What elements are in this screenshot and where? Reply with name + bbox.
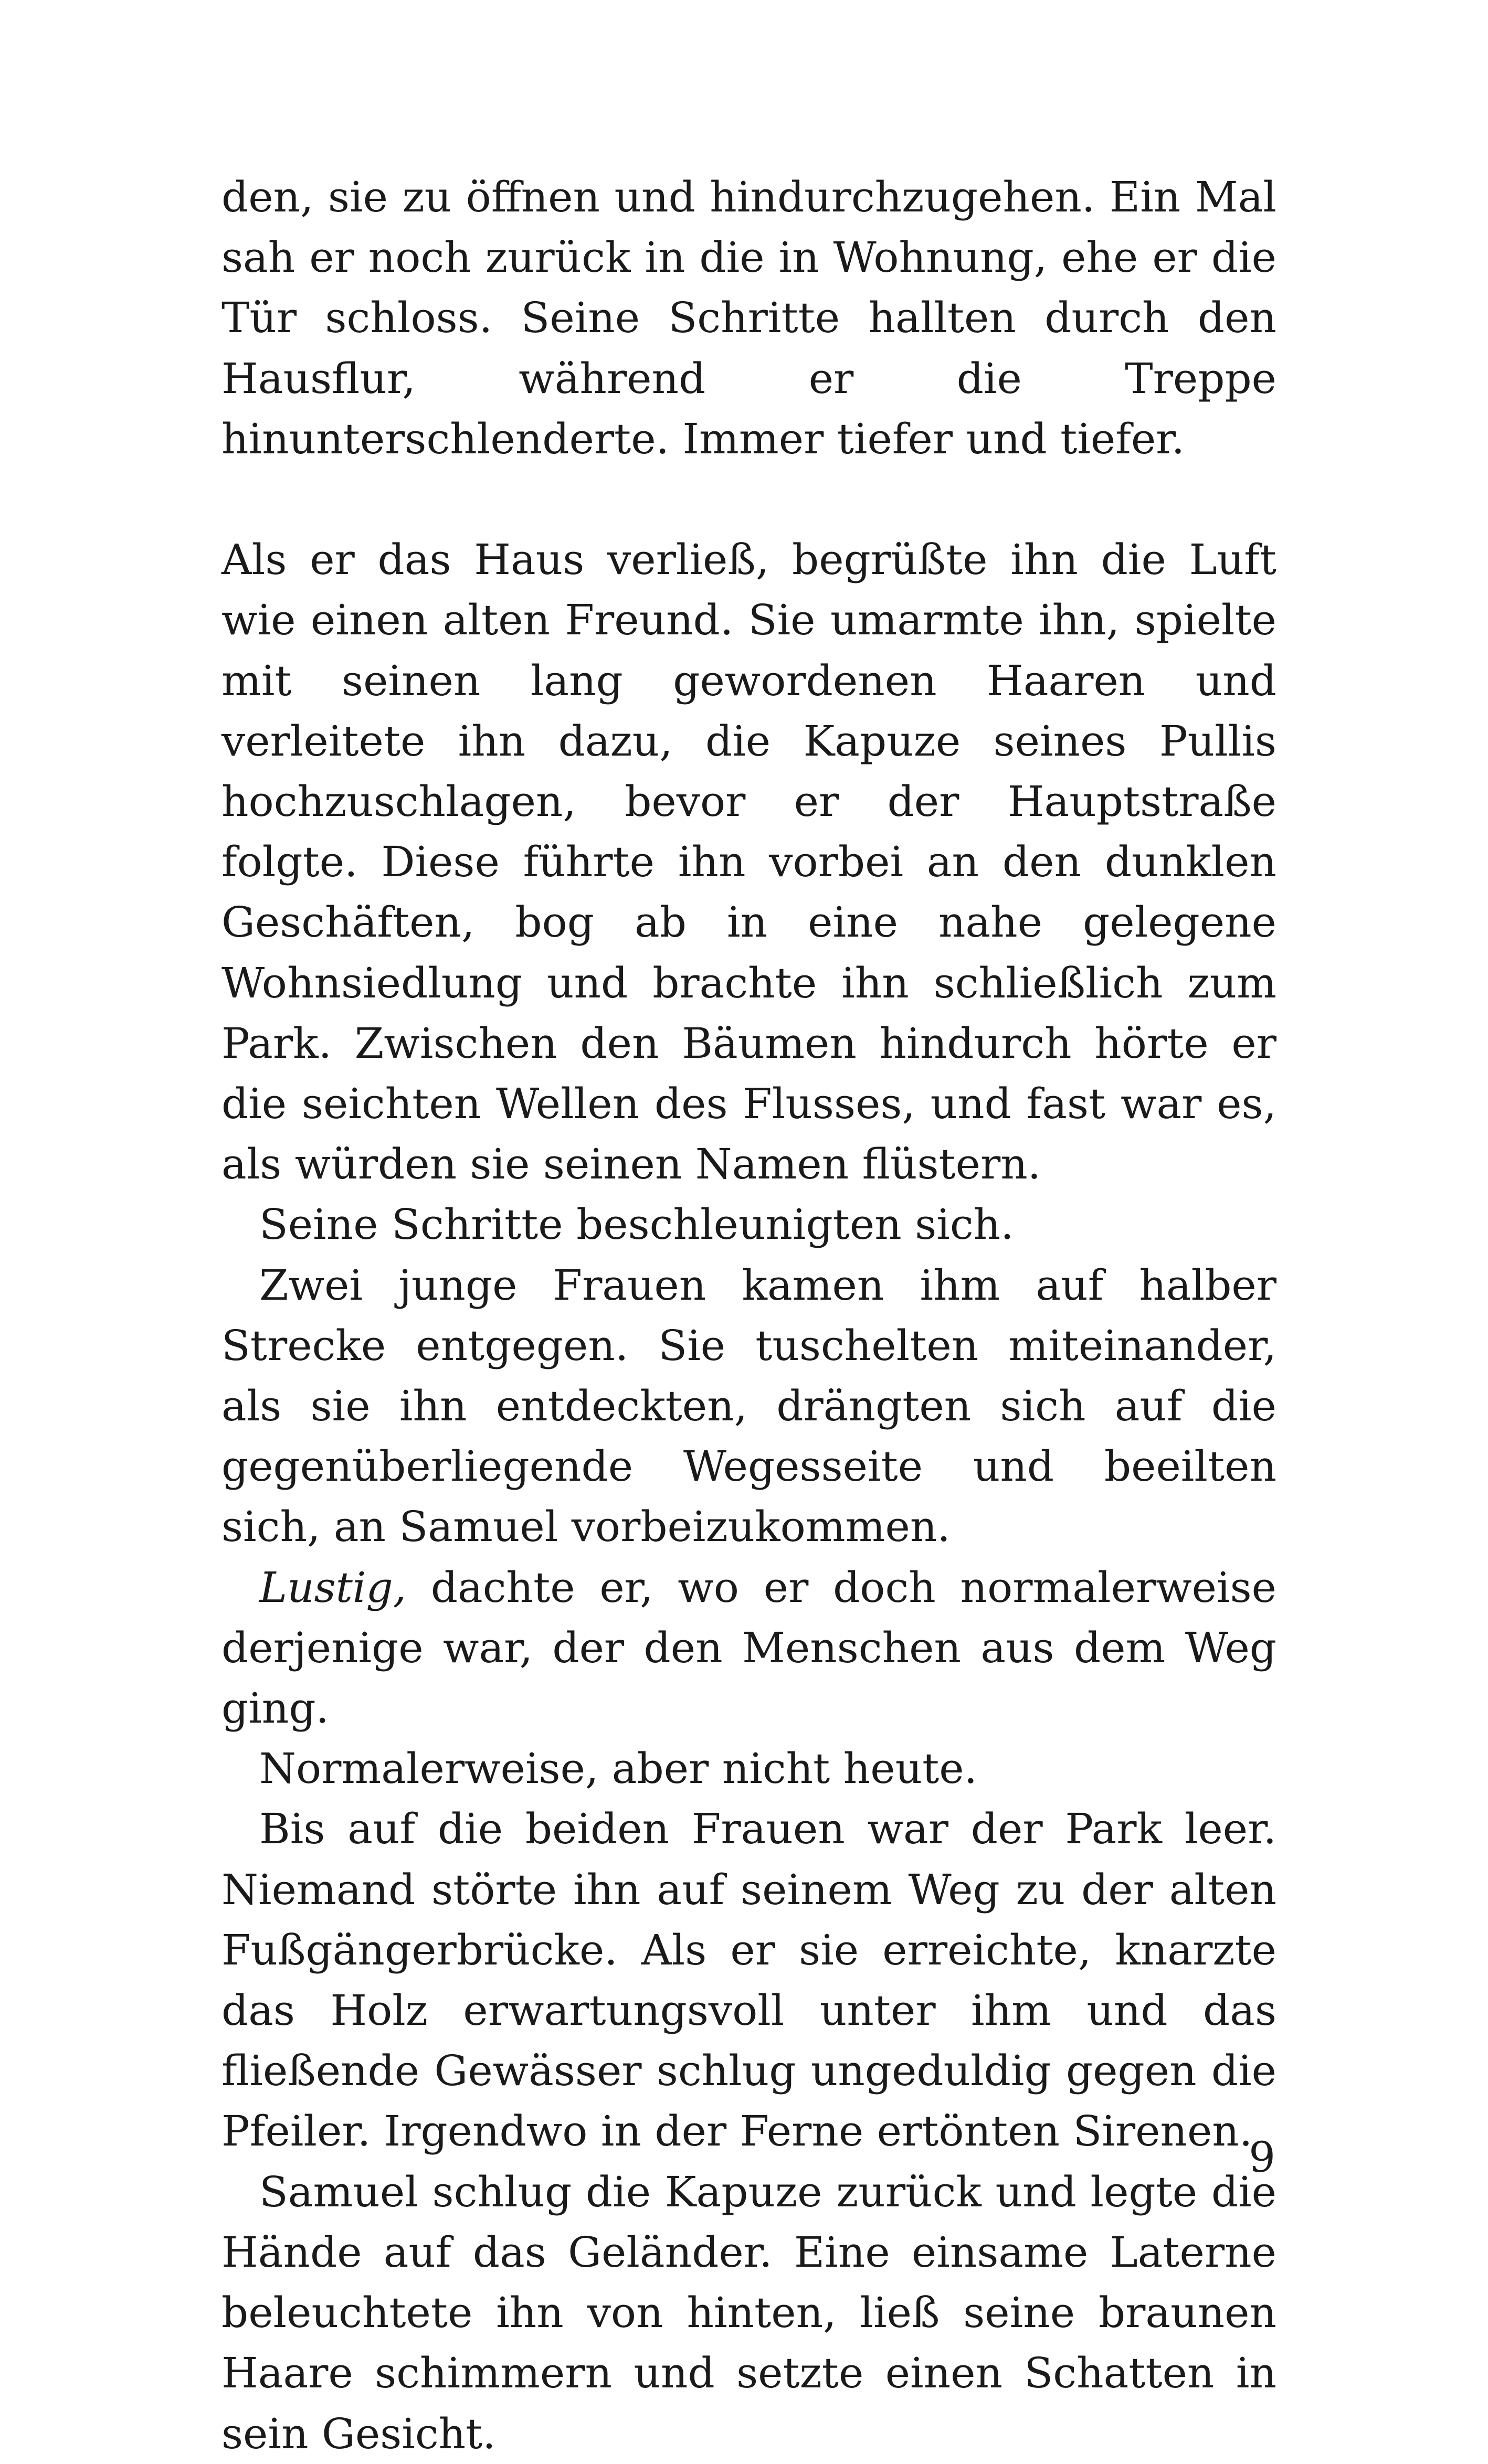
- paragraph-4: Zwei junge Frauen kamen ihm auf halber Strecke entgegen. Sie tuschelten miteinander, als sie ihn entdeckten, drängten sich auf die gegenüberliegende Wegesseite und beeilten sich, an Samuel vorbeizukommen.: [221, 1260, 1276, 1552]
- paragraph-1: den, sie zu öffnen und hindurchzugehen. Ein Mal sah er noch zurück in die in Wohnung, ehe er die Tür schloss. Seine Schritte hallten durch den Hausflur, während er die Treppe hinunterschlenderte. Immer tiefer und tiefer.: [221, 173, 1276, 463]
- paragraph-5-text: dachte er, wo er doch normalerweise derjenige war, der den Menschen aus dem Weg ging.: [221, 1563, 1276, 1733]
- paragraph-6: Normalerweise, aber nicht heute.: [259, 1744, 978, 1793]
- paragraph-8: Samuel schlug die Kapuze zurück und legte die Hände auf das Geländer. Eine einsame Laterne beleuchtete ihn von hinten, ließ seine braunen Haare schimmern und setzte einen Schatten in sein Gesicht.: [221, 2167, 1276, 2458]
- body-text: [221, 167, 1276, 2464]
- paragraph-3: Seine Schritte beschleunigten sich.: [259, 1200, 1014, 1249]
- italic-thought: Lustig,: [259, 1563, 407, 1612]
- paragraph-5: [221, 1557, 1276, 1739]
- paragraph-2: Als er das Haus verließ, begrüßte ihn die Luft wie einen alten Freund. Sie umarmte ihn, spielte mit seinen lang gewordenen Haaren und verleitete ihn dazu, die Kapuze seines Pullis hochzuschlagen, bevor er der Hauptstraße folgte. Diese führte ihn vorbei an den dunklen Geschäften, bog ab in eine nahe gelegene Wohnsiedlung und brachte ihn schließlich zum Park. Zwischen den Bäumen hindurch hörte er die seichten Wellen des Flusses, und fast war es, als würden sie seinen Namen flüstern.: [221, 535, 1276, 1189]
- paragraph-7: Bis auf die beiden Frauen war der Park leer. Niemand störte ihn auf seinem Weg zu der alten Fußgängerbrücke. Als er sie erreichte, knarzte das Holz erwartungsvoll unter ihm und das fließende Gewässer schlug ungeduldig gegen die Pfeiler. Irgendwo in der Ferne ertönten Sirenen.: [221, 1804, 1276, 2156]
- page-number: 9: [1249, 2133, 1275, 2182]
